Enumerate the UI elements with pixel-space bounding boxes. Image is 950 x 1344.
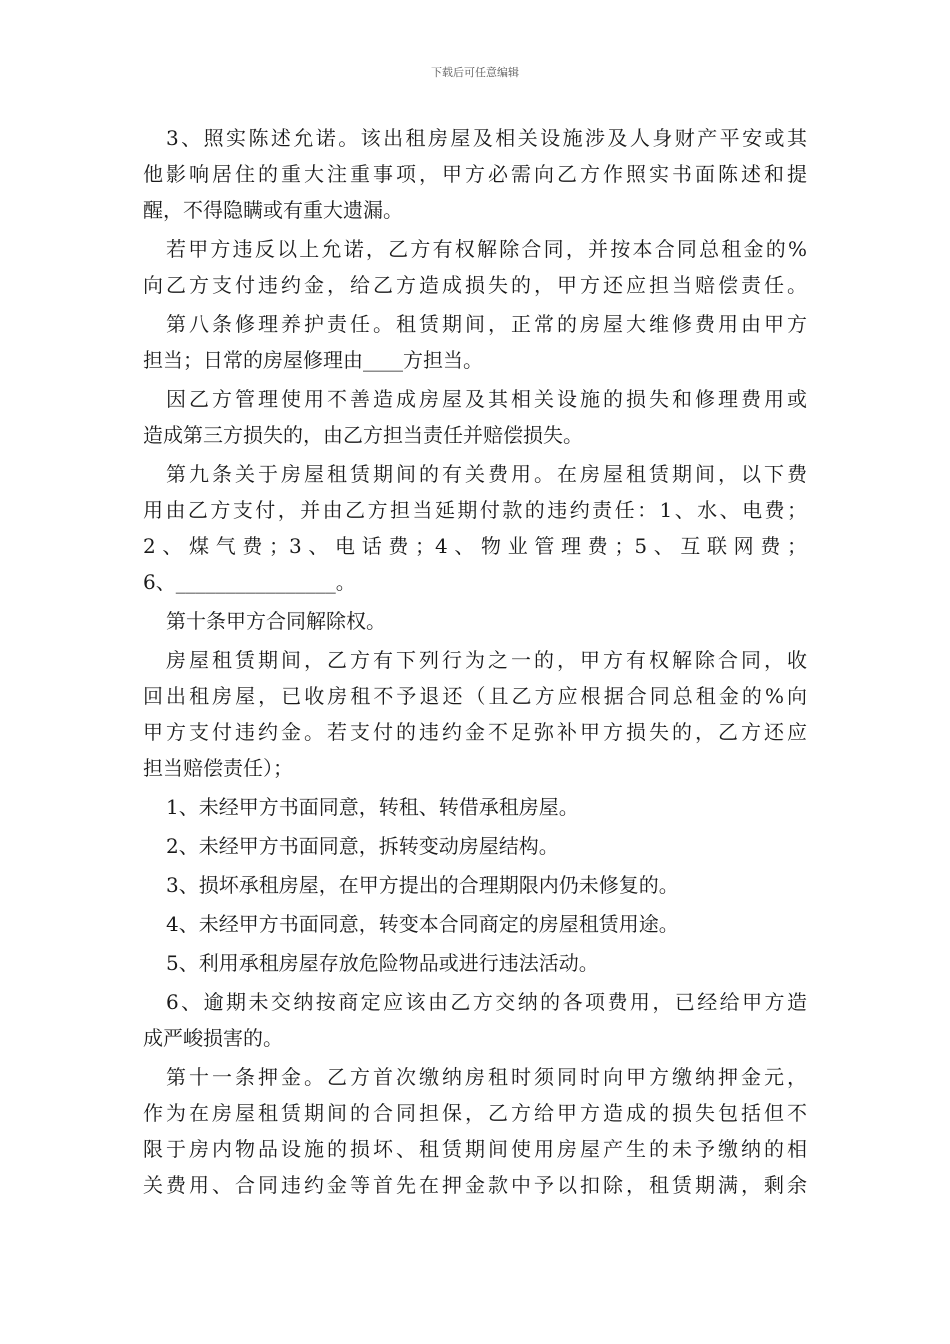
text-line: 第九条关于房屋租赁期间的有关费用。在房屋租赁期间，以下费 [166, 462, 807, 486]
text-line: 第八条修理养护责任。租赁期间，正常的房屋大维修费用由甲方 [166, 312, 807, 336]
text-line: 作为在房屋租赁期间的合同担保，乙方给甲方造成的损失包括但不 [143, 1101, 807, 1125]
text-line: 造成第三方损失的，由乙方担当责任并赔偿损失。 [143, 423, 583, 447]
text-line: 甲方支付违约金。若支付的违约金不足弥补甲方损失的，乙方还应 [143, 720, 807, 744]
text-line: 关费用、合同违约金等首先在押金款中予以扣除，租赁期满，剩余 [143, 1173, 807, 1197]
page-header: 下载后可任意编辑 [431, 66, 519, 79]
text-line: 6、________________。 [143, 570, 356, 594]
text-line: 他影响居住的重大注重事项，甲方必需向乙方作照实书面陈述和提 [143, 162, 807, 186]
text-line: 第十一条押金。乙方首次缴纳房租时须同时向甲方缴纳押金元， [166, 1065, 807, 1089]
text-line: 醒，不得隐瞒或有重大遗漏。 [143, 198, 403, 222]
text-line: 若甲方违反以上允诺，乙方有权解除合同，并按本合同总租金的% [166, 237, 807, 261]
text-line: 6、逾期未交纳按商定应该由乙方交纳的各项费用，已经给甲方造 [166, 990, 807, 1014]
text-line: 第十条甲方合同解除权。 [166, 609, 386, 633]
text-line: 限于房内物品设施的损坏、租赁期间使用房屋产生的未予缴纳的相 [143, 1137, 807, 1161]
text-line: 4、未经甲方书面同意，转变本合同商定的房屋租赁用途。 [166, 912, 679, 936]
text-line: 用由乙方支付，并由乙方担当延期付款的违约责任：1、水、电费； [143, 498, 807, 522]
text-line: 3、损坏承租房屋，在甲方提出的合理期限内仍未修复的。 [166, 873, 679, 897]
text-line: 2、未经甲方书面同意，拆转变动房屋结构。 [166, 834, 559, 858]
text-line: 回出租房屋，已收房租不予退还（且乙方应根据合同总租金的%向 [143, 684, 807, 708]
text-line: 向乙方支付违约金，给乙方造成损失的，甲方还应担当赔偿责任。 [143, 273, 807, 297]
text-line: 2、煤气费；3、电话费；4、物业管理费；5、互联网费； [143, 534, 807, 558]
text-line: 担当赔偿责任）； [143, 756, 293, 780]
text-line: 3、照实陈述允诺。该出租房屋及相关设施涉及人身财产平安或其 [166, 126, 807, 150]
text-line: 因乙方管理使用不善造成房屋及其相关设施的损失和修理费用或 [166, 387, 807, 411]
text-line: 5、利用承租房屋存放危险物品或进行违法活动。 [166, 951, 599, 975]
text-line: 1、未经甲方书面同意，转租、转借承租房屋。 [166, 795, 579, 819]
document-body [143, 120, 807, 1203]
text-line: 担当；日常的房屋修理由____方担当。 [143, 348, 483, 372]
text-line: 成严峻损害的。 [143, 1026, 283, 1050]
text-line: 房屋租赁期间，乙方有下列行为之一的，甲方有权解除合同，收 [166, 648, 807, 672]
